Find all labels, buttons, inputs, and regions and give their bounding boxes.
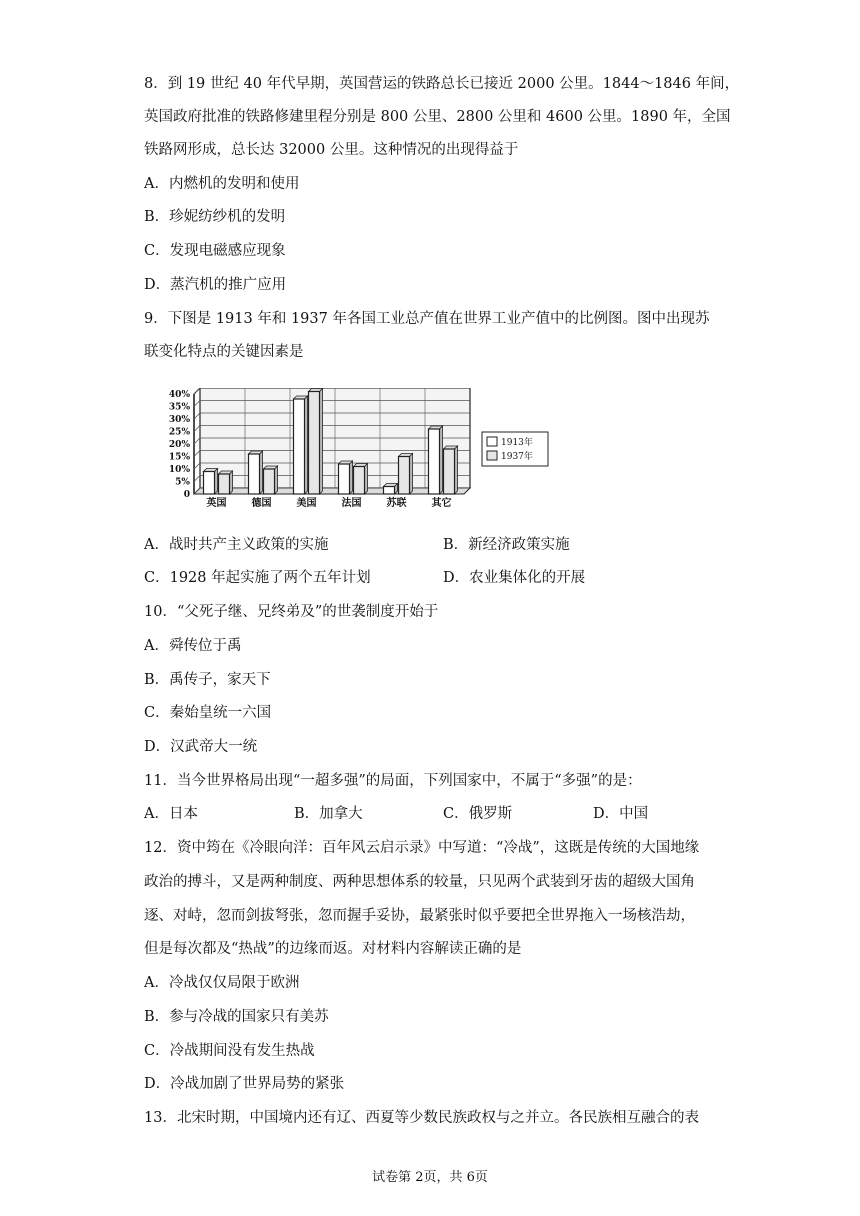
q10-line-1: 10．“父死子继、兄终弟及”的世袭制度开始于 [144, 604, 439, 620]
y-tick-label: 40% [168, 390, 190, 400]
industry-share-chart [150, 388, 550, 518]
x-tick-label: 德国 [251, 498, 272, 509]
q10-option-a: A．舜传位于禹 [144, 638, 242, 654]
q12-option-b: B．参与冷战的国家只有美苏 [144, 1009, 329, 1025]
legend-swatch [487, 437, 497, 446]
q11-option-b: B．加拿大 [294, 806, 363, 822]
q12-option-c: C．冷战期间没有发生热战 [144, 1043, 315, 1059]
bar-英国-1937年 [219, 474, 230, 494]
q11-option-d: D．中国 [593, 806, 649, 822]
y-tick-label: 20% [168, 440, 190, 450]
bar-英国-1913年 [204, 472, 215, 495]
q8-line-1: 8．到 19 世纪 40 年代早期，英国营运的铁路总长已接近 2000 公里。1844～1846 年间， [144, 76, 740, 92]
grid-diag [194, 388, 200, 394]
legend-label: 1913年 [501, 438, 533, 448]
x-tick-label: 其它 [431, 498, 452, 509]
x-tick-label: 苏联 [386, 498, 407, 509]
q9-option-c: C．1928 年起实施了两个五年计划 [144, 570, 371, 586]
q10-option-c: C．秦始皇统一六国 [144, 705, 272, 721]
q11-option-a: A．日本 [144, 806, 198, 822]
x-tick-label: 美国 [296, 498, 317, 509]
q8-option-a: A．内燃机的发明和使用 [144, 176, 300, 192]
grid-diag [194, 401, 200, 407]
grid-diag [194, 451, 200, 457]
bar-德国-1913年 [249, 454, 260, 494]
x-tick-label: 英国 [206, 498, 227, 509]
y-tick-label: 15% [168, 452, 190, 463]
q12-option-a: A．冷战仅仅局限于欧洲 [144, 975, 300, 991]
q8-option-d: D．蒸汽机的推广应用 [144, 277, 287, 293]
y-tick-label: 0 [183, 490, 190, 500]
legend-label: 1937年 [501, 452, 533, 462]
grid-diag [194, 476, 200, 482]
grid-diag [194, 463, 200, 469]
y-tick-label: 35% [168, 402, 190, 413]
bar-法国-1937年 [354, 467, 365, 495]
q9-option-b: B．新经济政策实施 [443, 537, 570, 553]
q12-line-2: 政治的搏斗，又是两种制度、两种思想体系的较量，只见两个武装到牙齿的超级大国角 [144, 874, 695, 890]
q13-line-1: 13．北宋时期，中国境内还有辽、西夏等少数民族政权与之并立。各民族相互融合的表 [144, 1110, 699, 1126]
y-tick-label: 10% [168, 465, 190, 475]
q10-option-b: B．禹传子，家天下 [144, 672, 271, 688]
q9-line-1: 9．下图是 1913 年和 1937 年各国工业总产值在世界工业产值中的比例图。图中出现苏 [144, 311, 710, 327]
grid-diag [194, 413, 200, 419]
q12-line-3: 逐、对峙，忽而剑拔弩张，忽而握手妥协，最紧张时似乎要把全世界拖入一场核浩劫， [144, 908, 695, 924]
q8-option-c: C．发现电磁感应现象 [144, 243, 286, 259]
bar-其它-1913年 [429, 429, 440, 494]
q9-line-2: 联变化特点的关键因素是 [144, 344, 304, 360]
grid-diag [194, 438, 200, 444]
x-tick-label: 法国 [341, 498, 362, 509]
q8-line-2: 英国政府批准的铁路修建里程分别是 800 公里、2800 公里和 4600 公里。1890 年，全国 [144, 109, 731, 125]
q12-line-4: 但是每次都及“热战”的边缘而返。对材料内容解读正确的是 [144, 941, 522, 957]
y-tick-label: 30% [168, 415, 190, 425]
page-footer: 试卷第 2页，共 6页 [372, 1170, 488, 1185]
y-tick-label: 5% [175, 477, 190, 488]
y-tick-label: 25% [168, 427, 190, 438]
bar-德国-1937年 [264, 469, 275, 494]
q8-line-3: 铁路网形成，总长达 32000 公里。这种情况的出现得益于 [144, 142, 519, 158]
q12-option-d: D．冷战加剧了世界局势的紧张 [144, 1076, 345, 1092]
q9-option-d: D．农业集体化的开展 [443, 570, 586, 586]
q8-option-b: B．珍妮纺纱机的发明 [144, 209, 286, 225]
bar-法国-1913年 [339, 464, 350, 494]
q9-option-a: A．战时共产主义政策的实施 [144, 537, 329, 553]
q12-line-1: 12．资中筠在《冷眼向洋：百年风云启示录》中写道：“冷战”，这既是传统的大国地缘 [144, 840, 700, 856]
q10-option-d: D．汉武帝大一统 [144, 739, 258, 755]
q11-option-c: C．俄罗斯 [443, 806, 513, 822]
q11-line-1: 11．当今世界格局出现“一超多强”的局面，下列国家中，不属于“多强”的是： [144, 773, 642, 789]
bar-苏联-1913年 [384, 487, 395, 495]
bar-美国-1937年 [309, 392, 320, 495]
bar-其它-1937年 [444, 449, 455, 494]
bar-苏联-1937年 [399, 457, 410, 495]
legend-swatch [487, 451, 497, 460]
bar-美国-1913年 [294, 399, 305, 494]
grid-diag [194, 426, 200, 432]
